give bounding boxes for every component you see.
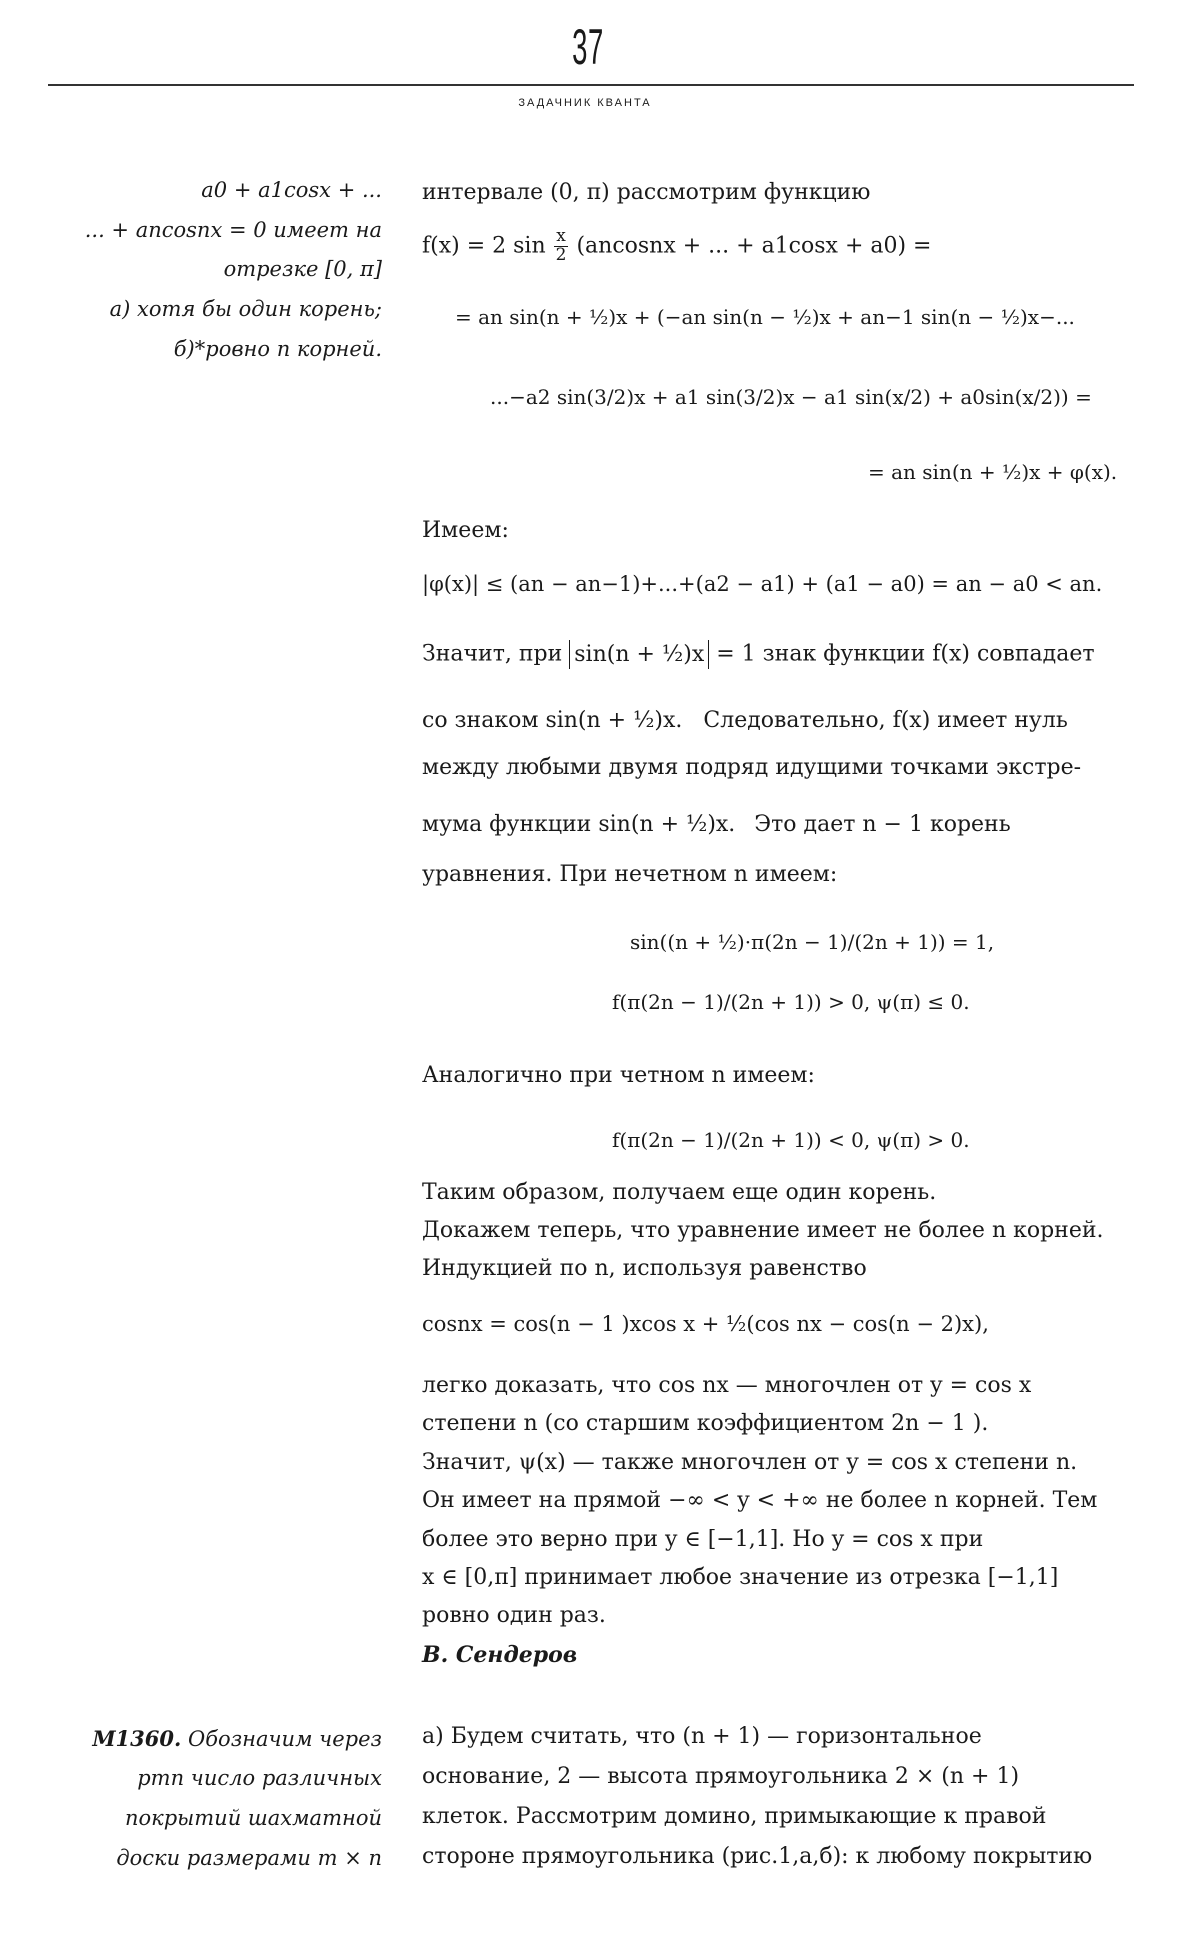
solution-line: уравнения. При нечетном n имеем: <box>422 862 838 887</box>
solution-line: Таким образом, получаем еще один корень. <box>422 1180 937 1205</box>
formula-expansion-2: ...−a2 sin(3/2)x + a1 sin(3/2)x − a1 sin(x/2) + a0sin(x/2)) = <box>490 385 1092 409</box>
sidebar-line: ... + ancosnx = 0 имеет на <box>84 218 382 242</box>
cos-identity: cosnx = cos(n − 1 )xcos x + ½(cos nx − cos(n − 2)x), <box>422 1312 989 1336</box>
solution-line: Докажем теперь, что уравнение имеет не более n корней. <box>422 1218 1104 1243</box>
fraction-numerator: x <box>554 228 569 247</box>
solution-line <box>422 640 1095 669</box>
sidebar-line: покрытий шахматной <box>125 1806 382 1830</box>
condition-1: sin((n + ½)·π(2n − 1)/(2n + 1)) = 1, <box>630 930 995 954</box>
m1360-line: основание, 2 — высота прямоугольника 2 × (n + 1) <box>422 1764 1020 1789</box>
solution-line: Индукцией по n, используя равенство <box>422 1256 867 1281</box>
solution-line: Он имеет на прямой −∞ < y < +∞ не более n корней. Тем <box>422 1488 1098 1513</box>
m1360-line: стороне прямоугольника (рис.1,а,б): к любому покрытию <box>422 1844 1093 1869</box>
solution-line: Аналогично при четном n имеем: <box>422 1063 815 1088</box>
text-part: Это дает n − 1 корень <box>754 812 1011 837</box>
sidebar-line: доски размерами m × n <box>116 1846 382 1870</box>
m1360-line: а) Будем считать, что (n + 1) — горизонтальное <box>422 1724 982 1749</box>
condition-3: f(π(2n − 1)/(2n + 1)) < 0, ψ(π) > 0. <box>612 1128 970 1152</box>
abs-value: sin(n + ½)x <box>569 640 709 669</box>
formula-f <box>422 228 932 265</box>
formula-expansion-3: = an sin(n + ½)x + φ(x). <box>868 460 1118 484</box>
solution-line: легко доказать, что cos nx — многочлен от y = cos x <box>422 1373 1032 1398</box>
running-header: ЗАДАЧНИК КВАНТА <box>518 97 652 109</box>
text-part: Значит, при <box>422 641 563 667</box>
fraction <box>554 228 569 265</box>
sidebar-line: pmn число различных <box>137 1766 382 1790</box>
text-part: мума функции sin(n + ½)x. <box>422 812 736 837</box>
solution-line: степени n (со старшим коэффициентом 2n − 1 ). <box>422 1411 989 1436</box>
solution-line: интервале (0, π) рассмотрим функцию <box>422 180 871 205</box>
solution-line: ровно один раз. <box>422 1603 606 1628</box>
solution-line <box>422 708 1068 733</box>
sidebar-line: a0 + a1cosx + ... <box>201 178 382 202</box>
sidebar-line: отрезке [0, π] <box>223 257 382 281</box>
solution-line <box>422 812 1011 837</box>
formula-part: f(x) = 2 sin <box>422 233 546 259</box>
author-signature: В. Сендеров <box>422 1642 578 1668</box>
fraction-denominator: 2 <box>555 244 567 265</box>
text-part: Следовательно, f(x) имеет нуль <box>703 708 1068 733</box>
inequality: |φ(x)| ≤ (an − an−1)+...+(a2 − a1) + (a1 − a0) = an − a0 < an. <box>422 572 1103 596</box>
solution-line: x ∈ [0,π] принимает любое значение из отрезка [−1,1] <box>422 1565 1059 1590</box>
text-part: Обозначим через <box>188 1727 382 1751</box>
formula-part: (ancosnx + ... + a1cosx + a0) = <box>576 233 932 259</box>
page-number: 37 <box>572 19 604 75</box>
problem-number: М1360. <box>92 1726 182 1751</box>
sidebar-line: б)*ровно n корней. <box>173 337 382 361</box>
text-part: = 1 знак функции f(x) совпадает <box>716 641 1095 667</box>
solution-line: Имеем: <box>422 518 509 543</box>
solution-line: более это верно при y ∈ [−1,1]. Но y = cos x при <box>422 1527 984 1552</box>
sidebar-problem-m1360 <box>92 1726 382 1751</box>
text-part: со знаком sin(n + ½)x. <box>422 708 683 733</box>
solution-line: Значит, ψ(x) — также многочлен от y = cos x степени n. <box>422 1450 1078 1475</box>
formula-expansion-1: = an sin(n + ½)x + (−an sin(n − ½)x + an−1 sin(n − ½)x−... <box>455 305 1075 329</box>
condition-2: f(π(2n − 1)/(2n + 1)) > 0, ψ(π) ≤ 0. <box>612 990 970 1014</box>
sidebar-line: а) хотя бы один корень; <box>109 297 382 321</box>
solution-line: между любыми двумя подряд идущими точками экстре- <box>422 755 1082 780</box>
header-rule <box>48 84 1134 86</box>
m1360-line: клеток. Рассмотрим домино, примыкающие к правой <box>422 1804 1047 1829</box>
